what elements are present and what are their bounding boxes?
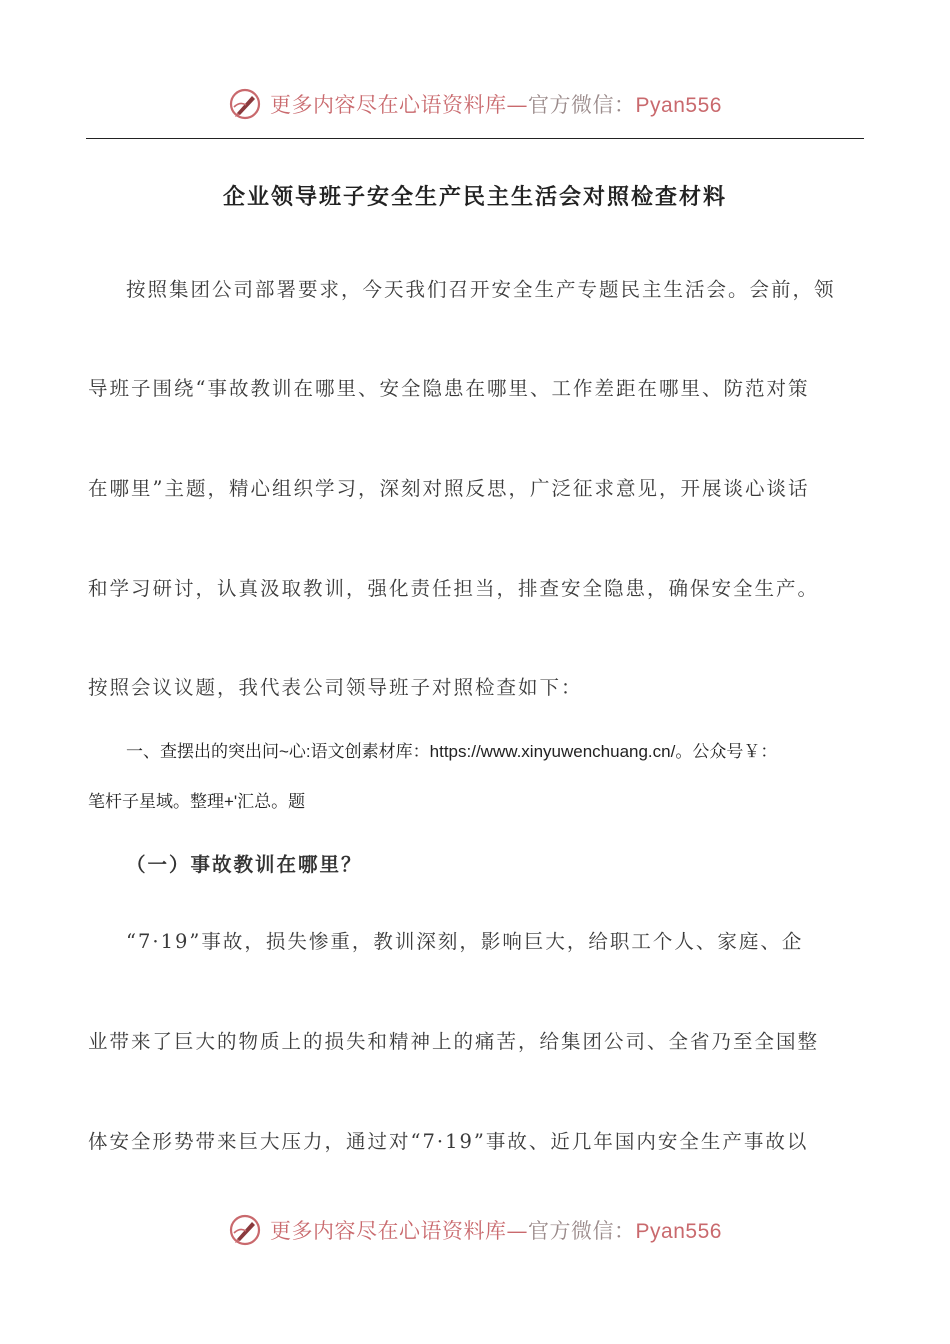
banner-text (270, 1215, 722, 1245)
banner-brand: 更多内容尽在心语资料库 (270, 1219, 507, 1243)
section-heading-line: 一、查摆出的突出问~心:语文创素材库：https://www.xinyuwenchuang.cn/。公众号￥： (126, 742, 778, 761)
footer-banner (0, 1210, 950, 1250)
banner-wechat-label: 官方微信： (528, 1219, 636, 1243)
paragraph-line: 体安全形势带来巨大压力，通过对“7·19”事故、近几年国内安全生产事故以 (88, 1130, 809, 1153)
paragraph-line: 业带来了巨大的物质上的损失和精神上的痛苦，给集团公司、全省乃至全国整 (88, 1030, 820, 1053)
header-banner (0, 84, 950, 124)
banner-text (270, 89, 722, 119)
banner-wechat-label: 官方微信： (528, 93, 636, 117)
document-title: 企业领导班子安全生产民主生活会对照检查材料 (222, 184, 727, 210)
subsection-heading: （一）事故教训在哪里？ (126, 853, 363, 876)
header-rule (86, 138, 864, 139)
banner-wechat-id: Pyan556 (635, 94, 722, 117)
pen-logo-icon (228, 1213, 262, 1247)
paragraph-line: “7·19”事故，损失惨重，教训深刻，影响巨大，给职工个人、家庭、企 (126, 930, 804, 953)
banner-brand: 更多内容尽在心语资料库 (270, 93, 507, 117)
pen-logo-icon (228, 87, 262, 121)
paragraph-line: 按照会议议题，我代表公司领导班子对照检查如下： (88, 676, 583, 699)
banner-dash: — (506, 93, 529, 117)
paragraph-line: 按照集团公司部署要求，今天我们召开安全生产专题民主生活会。会前，领 (126, 278, 836, 301)
paragraph-line: 导班子围绕“事故教训在哪里、安全隐患在哪里、工作差距在哪里、防范对策 (88, 377, 810, 400)
banner-dash: — (506, 1219, 529, 1243)
section-heading-line: 笔杆子星域。整理+'汇总。题 (88, 792, 306, 811)
paragraph-line: 在哪里”主题，精心组织学习，深刻对照反思，广泛征求意见，开展谈心谈话 (88, 477, 810, 500)
banner-wechat-id: Pyan556 (635, 1220, 722, 1243)
paragraph-line: 和学习研讨，认真汲取教训，强化责任担当，排查安全隐患，确保安全生产。 (88, 577, 820, 600)
